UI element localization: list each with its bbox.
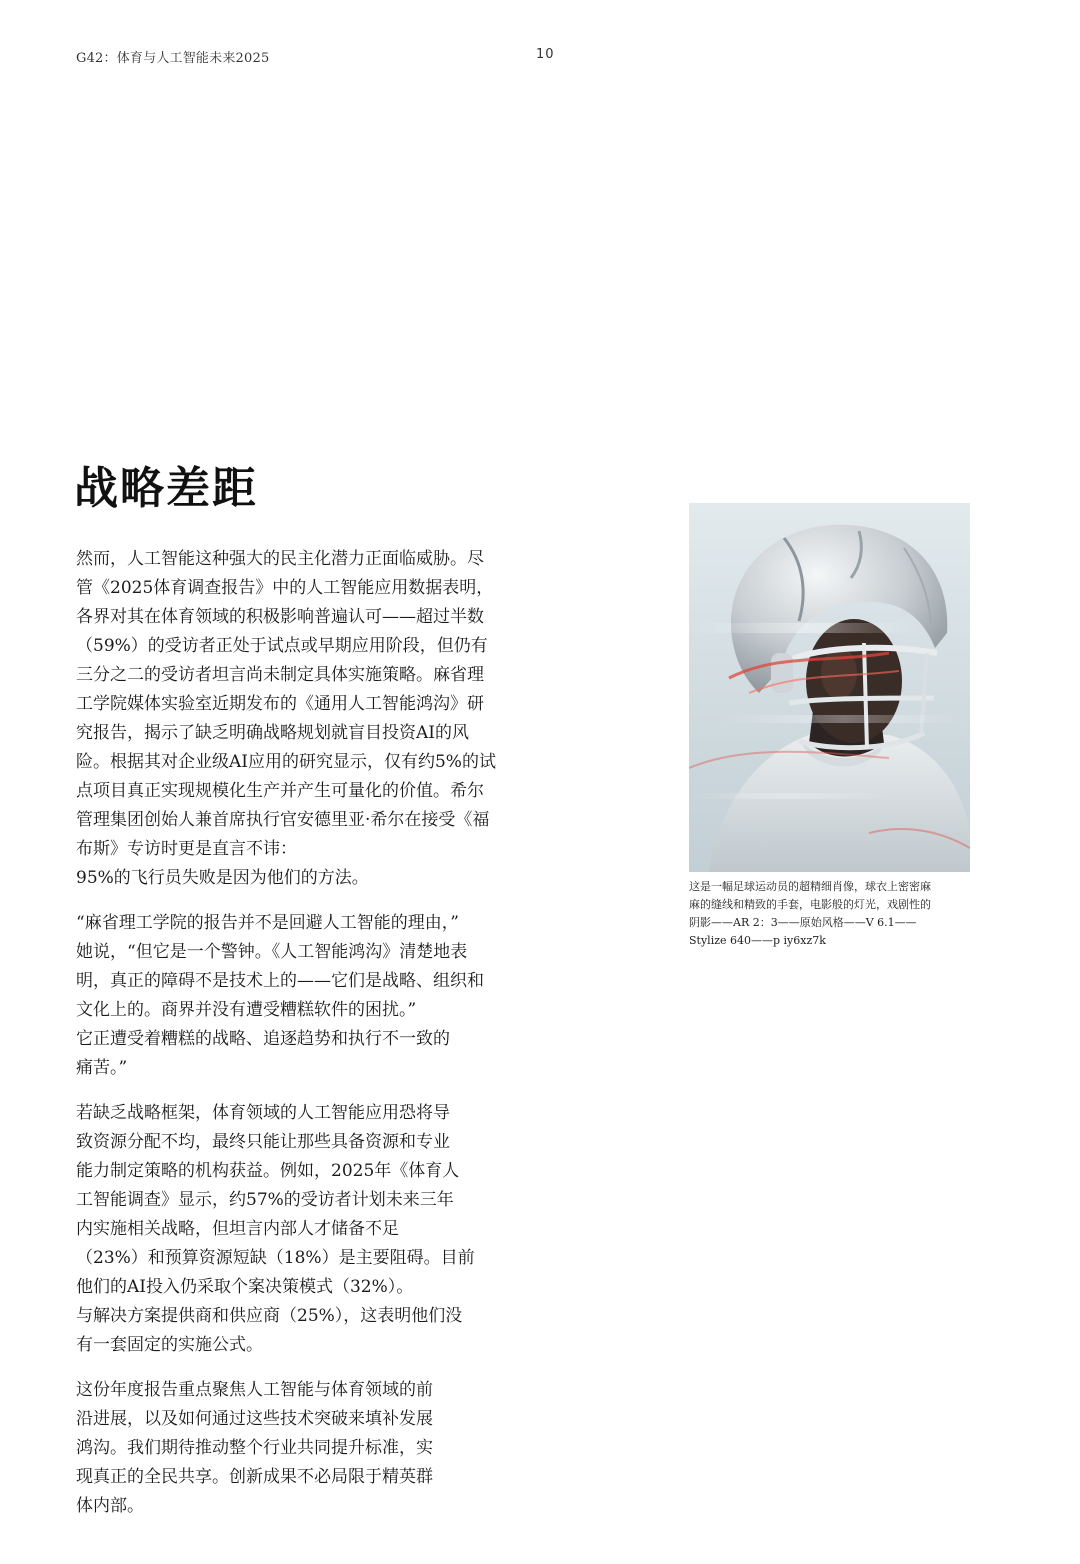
body-text-column — [76, 545, 538, 1537]
body-paragraph-3: 这份年度报告重点聚焦人工智能与体育领域的前 沿进展，以及如何通过这些技术突破来填补发展 鸿沟。我们期待推动整个行业共同提升标准，实 现真正的全民共享。创新成果不必局限于精英群 体内部。 — [76, 1380, 433, 1516]
page-number: 10 — [536, 47, 555, 62]
pull-quote: “麻省理工学院的报告并不是回避人工智能的理由，” 她说，“但它是一个警钟。《人工智能鸿沟》清楚地表 明，真正的障碍不是技术上的——它们是战略、组织和 文化上的。商界并没有遭受糟糕软件的困扰。” 它正遭受着糟糕的战略、追逐趋势和执行不一致的 痛苦。” — [76, 913, 484, 1078]
figure-caption: 这是一幅足球运动员的超精细肖像，球衣上密密麻 麻的缝线和精致的手套，电影般的灯光，戏剧性的 阴影——AR 2：3——原始风格——V 6.1—— Stylize 640——p iy6xz7k — [689, 880, 931, 947]
section-title: 战略差距 — [74, 463, 258, 514]
running-header-title: G42：体育与人工智能未来2025 — [76, 51, 270, 66]
body-paragraph-1: 然而，人工智能这种强大的民主化潜力正面临威胁。尽 管《2025体育调查报告》中的人工智能应用数据表明， 各界对其在体育领域的积极影响普遍认可——超过半数 （59%）的受访者正处于试点或早期应用阶段，但仍有 三分之二的受访者坦言尚未制定具体实施策略。麻省理 工学院媒体实验室近期发布的《通用人工智能鸿沟》研 究报告，揭示了缺乏明确战略规划就盲目投资AI的风 险。根据其对企业级AI应用的研究显示，仅有约5%的试 点项目真正实现规模化生产并产生可量化的价值。希尔 管理集团创始人兼首席执行官安德里亚·希尔在接受《福 布斯》专访时更是直言不讳： 95%的飞行员失败是因为他们的方法。 — [76, 549, 496, 888]
football-player-portrait-image — [689, 503, 970, 872]
body-paragraph-2: 若缺乏战略框架，体育领域的人工智能应用恐将导 致资源分配不均，最终只能让那些具备资源和专业 能力制定策略的机构获益。例如，2025年《体育人 工智能调查》显示，约57%的受访者计划未来三年 内实施相关战略，但坦言内部人才储备不足 （23%）和预算资源短缺（18%）是主要阻碍。目前 他们的AI投入仍采取个案决策模式（32%）。 与解决方案提供商和供应商（25%），这表明他们没 有一套固定的实施公式。 — [76, 1103, 475, 1355]
